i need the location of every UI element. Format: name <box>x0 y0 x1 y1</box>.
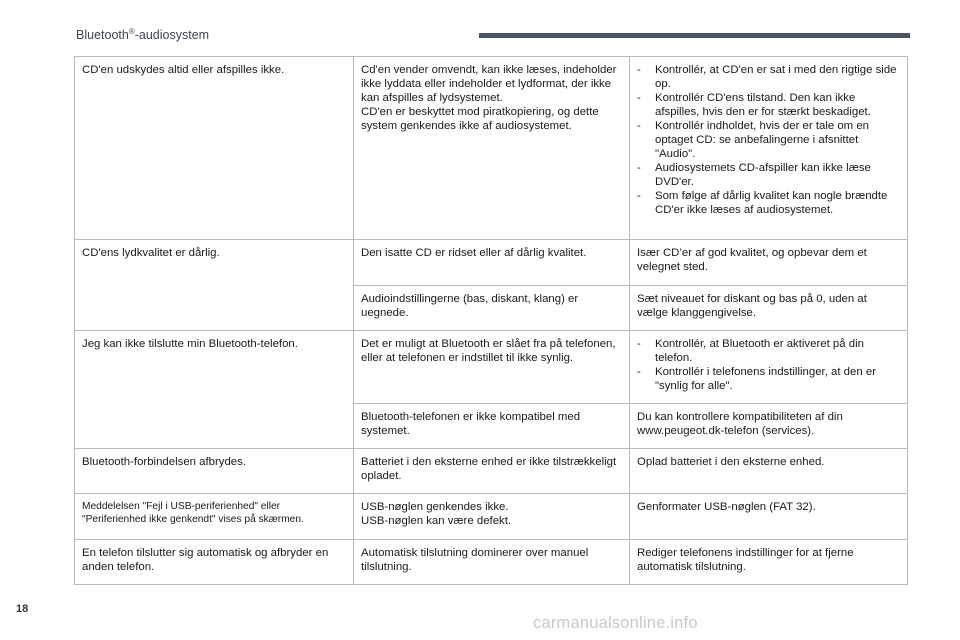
list-item: - Kontrollér, at Bluetooth er aktiveret på din telefon. <box>637 337 900 365</box>
cause-text: Cd'en vender omvendt, kan ikke læses, indeholder ikke lyddata eller indeholder et lydformat, der ikke kan afspilles af lydsystemet. CD'en er beskyttet mod piratkopiering, og dette system genkendes ikke af audiosystemet. <box>361 64 617 132</box>
page-number: 18 <box>16 603 29 615</box>
table-row <box>75 494 908 540</box>
list-item: - Audiosystemets CD-afspiller kan ikke læse DVD'er. <box>637 161 900 189</box>
solution-cell <box>630 57 908 240</box>
cause-cell: Batteriet i den eksterne enhed er ikke tilstrækkeligt opladet. <box>354 449 630 494</box>
problem-cell: CD'ens lydkvalitet er dårlig. <box>75 240 354 331</box>
section-title <box>76 27 209 42</box>
table-row <box>75 540 908 585</box>
cause-cell: Det er muligt at Bluetooth er slået fra på telefonen, eller at telefonen er indstillet til ikke synlig. <box>354 331 630 404</box>
section-title-suffix: -audiosystem <box>134 28 210 43</box>
list-item: - Kontrollér indholdet, hvis der er tale om en optaget CD: se anbefalingerne i afsnittet "Audio". <box>637 119 900 161</box>
cause-text: USB-nøglen genkendes ikke. USB-nøglen kan være defekt. <box>361 501 512 527</box>
table-row <box>75 240 908 286</box>
cause-cell: Bluetooth-telefonen er ikke kompatibel med systemet. <box>354 404 630 449</box>
solution-list <box>637 337 900 393</box>
list-item: - Som følge af dårlig kvalitet kan nogle brændte CD'er ikke læses af audiosystemet. <box>637 189 900 217</box>
list-item: - Kontrollér CD'ens tilstand. Den kan ikke afspilles, hvis den er for stærkt beskadiget. <box>637 91 900 119</box>
solution-cell: Sæt niveauet for diskant og bas på 0, uden at vælge klanggengivelse. <box>630 286 908 331</box>
table-row <box>75 57 908 240</box>
cause-cell <box>354 57 630 240</box>
table-row <box>75 331 908 404</box>
table-row <box>75 449 908 494</box>
list-item: - Kontrollér, at CD'en er sat i med den rigtige side op. <box>637 63 900 91</box>
header-bar <box>479 33 910 38</box>
cause-cell: Audioindstillingerne (bas, diskant, klang) er uegnede. <box>354 286 630 331</box>
solution-cell <box>630 331 908 404</box>
registered-mark: ® <box>128 27 135 36</box>
problem-cell: Bluetooth-forbindelsen afbrydes. <box>75 449 354 494</box>
solution-cell: Oplad batteriet i den eksterne enhed. <box>630 449 908 494</box>
troubleshooting-table <box>74 56 908 585</box>
solution-cell: Du kan kontrollere kompatibiliteten af din www.peugeot.dk-telefon (services). <box>630 404 908 449</box>
cause-cell <box>354 494 630 540</box>
watermark[interactable]: carmanualsonline.info <box>533 614 698 632</box>
problem-cell: Jeg kan ikke tilslutte min Bluetooth-telefon. <box>75 331 354 449</box>
solution-cell: Genformater USB-nøglen (FAT 32). <box>630 494 908 540</box>
section-title-prefix: Bluetooth <box>76 28 129 43</box>
list-item: - Kontrollér i telefonens indstillinger, at den er "synlig for alle". <box>637 365 900 393</box>
problem-cell: En telefon tilslutter sig automatisk og afbryder en anden telefon. <box>75 540 354 585</box>
solution-cell: Rediger telefonens indstillinger for at fjerne automatisk tilslutning. <box>630 540 908 585</box>
cause-cell: Automatisk tilslutning dominerer over manuel tilslutning. <box>354 540 630 585</box>
solution-cell: Især CD’er af god kvalitet, og opbevar dem et velegnet sted. <box>630 240 908 286</box>
solution-list <box>637 63 900 217</box>
problem-cell: CD'en udskydes altid eller afspilles ikke. <box>75 57 354 240</box>
cause-cell: Den isatte CD er ridset eller af dårlig kvalitet. <box>354 240 630 286</box>
problem-cell: Meddelelsen "Fejl i USB-periferienhed" eller "Periferienhed ikke genkendt" vises på skærmen. <box>75 494 354 540</box>
